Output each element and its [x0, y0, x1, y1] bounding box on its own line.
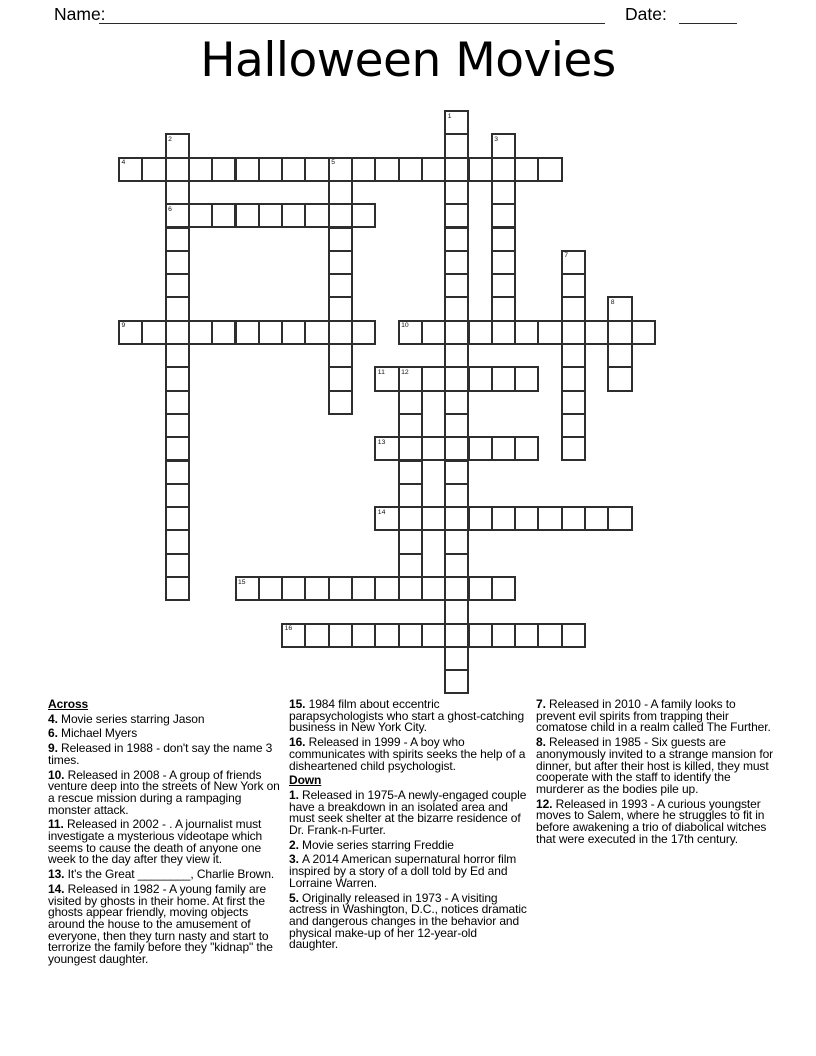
grid-cell-r0-c14[interactable]: [444, 110, 469, 135]
page-title: Halloween Movies: [200, 33, 616, 88]
grid-cell-r9-c7[interactable]: [281, 320, 306, 345]
grid-cell-r22-c7[interactable]: [281, 623, 306, 648]
grid-cell-r8-c16[interactable]: [491, 296, 516, 321]
grid-cell-r5-c14[interactable]: [444, 227, 469, 252]
grid-cell-r2-c8[interactable]: [304, 157, 329, 182]
clue-number: 12.: [536, 796, 556, 811]
grid-cell-r17-c20[interactable]: [584, 506, 609, 531]
grid-cell-r2-c16[interactable]: [491, 157, 516, 182]
grid-cell-r3-c9[interactable]: [328, 180, 353, 205]
clue-item-13: 13. It's the Great ________, Charlie Brown.: [48, 867, 275, 882]
grid-cell-r20-c8[interactable]: [304, 576, 329, 601]
grid-cell-r19-c14[interactable]: [444, 553, 469, 578]
grid-cell-r9-c10[interactable]: [351, 320, 376, 345]
name-label: Name:: [54, 4, 106, 24]
clue-item-7: 7. Released in 2010 - A family looks to prevent evil spirits from trapping their comatose child in a realm called The Further.: [536, 697, 771, 735]
grid-cell-r20-c9[interactable]: [328, 576, 353, 601]
grid-cell-r4-c16[interactable]: [491, 203, 516, 228]
grid-cell-r2-c15[interactable]: [468, 157, 493, 182]
clue-item-4: 4. Movie series starring Jason: [48, 711, 205, 726]
grid-cell-r9-c19[interactable]: [561, 320, 586, 345]
grid-cell-r1-c2[interactable]: [165, 133, 190, 158]
grid-cell-r21-c14[interactable]: [444, 599, 469, 624]
grid-cell-r2-c9[interactable]: [328, 157, 353, 182]
grid-cell-r3-c16[interactable]: [491, 180, 516, 205]
clue-item-12: 12. Released in 1993 - A curious youngster moves to Salem, where he struggles to fit in before awakening a trio of diabolical witches that were executed in the 17th century.: [536, 796, 767, 846]
grid-cell-r17-c16[interactable]: [491, 506, 516, 531]
grid-cell-r4-c5[interactable]: [235, 203, 260, 228]
grid-cell-r9-c8[interactable]: [304, 320, 329, 345]
grid-cell-r22-c18[interactable]: [537, 623, 562, 648]
cell-number-2: 2: [168, 135, 172, 143]
grid-cell-r20-c2[interactable]: [165, 576, 190, 601]
clue-number: 9.: [48, 741, 62, 756]
grid-cell-r18-c12[interactable]: [398, 529, 423, 554]
grid-cell-r2-c12[interactable]: [398, 157, 423, 182]
grid-cell-r17-c14[interactable]: [444, 506, 469, 531]
grid-cell-r2-c14[interactable]: [444, 157, 469, 182]
grid-cell-r14-c19[interactable]: [561, 436, 586, 461]
grid-cell-r7-c2[interactable]: [165, 273, 190, 298]
grid-cell-r16-c12[interactable]: [398, 483, 423, 508]
grid-cell-r2-c1[interactable]: [141, 157, 166, 182]
clue-item-10: 10. Released in 2008 - A group of friends venture deep into the streets of New York on a rescue mission during a rampaging monster attack.: [48, 767, 280, 817]
grid-cell-r7-c16[interactable]: [491, 273, 516, 298]
grid-cell-r17-c18[interactable]: [537, 506, 562, 531]
grid-cell-r4-c3[interactable]: [188, 203, 213, 228]
clue-header-down: Down: [289, 773, 322, 788]
grid-cell-r11-c14[interactable]: [444, 366, 469, 391]
cell-number-6: 6: [168, 205, 172, 213]
grid-cell-r13-c14[interactable]: [444, 413, 469, 438]
grid-cell-r10-c9[interactable]: [328, 343, 353, 368]
clue-item-15: 15. 1984 film about eccentric parapsychologists who start a ghost-catching business in New York City.: [289, 697, 525, 735]
cell-number-9: 9: [121, 322, 126, 330]
clue-number: 13.: [48, 867, 68, 882]
cell-number-1: 1: [447, 112, 452, 120]
grid-cell-r9-c16[interactable]: [491, 320, 516, 345]
grid-cell-r20-c13[interactable]: [421, 576, 446, 601]
grid-cell-r20-c10[interactable]: [351, 576, 376, 601]
clue-item-8: 8. Released in 1985 - Six guests are anonymously invited to a strange mansion for dinner, but after their host is killed, they must cooperate with the staff to identify the murderer as the bodies pile up.: [536, 735, 774, 796]
grid-cell-r9-c0[interactable]: [118, 320, 143, 345]
grid-cell-r1-c14[interactable]: [444, 133, 469, 158]
grid-cell-r15-c14[interactable]: [444, 460, 469, 485]
grid-cell-r13-c2[interactable]: [165, 413, 190, 438]
grid-cell-r7-c19[interactable]: [561, 273, 586, 298]
grid-cell-r14-c13[interactable]: [421, 436, 446, 461]
grid-cell-r9-c12[interactable]: [398, 320, 423, 345]
grid-cell-r17-c17[interactable]: [514, 506, 539, 531]
clue-item-16: 16. Released in 1999 - A boy who communicates with spirits seeks the help of a disheartened child psychologist.: [289, 735, 526, 773]
grid-cell-r10-c21[interactable]: [607, 343, 632, 368]
grid-cell-r20-c15[interactable]: [468, 576, 493, 601]
grid-cell-r2-c11[interactable]: [374, 157, 399, 182]
grid-cell-r24-c14[interactable]: [444, 669, 469, 694]
grid-cell-r11-c21[interactable]: [607, 366, 632, 391]
clue-number: 11.: [48, 817, 67, 832]
grid-cell-r9-c9[interactable]: [328, 320, 353, 345]
grid-cell-r15-c2[interactable]: [165, 460, 190, 485]
grid-cell-r6-c9[interactable]: [328, 250, 353, 275]
clue-number: 14.: [48, 881, 68, 896]
grid-cell-r13-c19[interactable]: [561, 413, 586, 438]
grid-cell-r10-c19[interactable]: [561, 343, 586, 368]
grid-cell-r9-c18[interactable]: [537, 320, 562, 345]
grid-cell-r8-c2[interactable]: [165, 296, 190, 321]
grid-cell-r2-c5[interactable]: [235, 157, 260, 182]
grid-cell-r12-c2[interactable]: [165, 390, 190, 415]
grid-cell-r12-c9[interactable]: [328, 390, 353, 415]
grid-cell-r14-c11[interactable]: [374, 436, 399, 461]
grid-cell-r4-c8[interactable]: [304, 203, 329, 228]
clue-number: 8.: [536, 735, 550, 750]
grid-cell-r14-c14[interactable]: [444, 436, 469, 461]
grid-cell-r12-c12[interactable]: [398, 390, 423, 415]
cell-number-13: 13: [377, 438, 386, 446]
grid-cell-r6-c16[interactable]: [491, 250, 516, 275]
grid-cell-r22-c10[interactable]: [351, 623, 376, 648]
grid-cell-r17-c13[interactable]: [421, 506, 446, 531]
grid-cell-r19-c12[interactable]: [398, 553, 423, 578]
grid-cell-r5-c9[interactable]: [328, 227, 353, 252]
grid-cell-r8-c14[interactable]: [444, 296, 469, 321]
grid-cell-r16-c2[interactable]: [165, 483, 190, 508]
grid-cell-r22-c13[interactable]: [421, 623, 446, 648]
grid-cell-r17-c21[interactable]: [607, 506, 632, 531]
grid-cell-r13-c12[interactable]: [398, 413, 423, 438]
grid-cell-r20-c11[interactable]: [374, 576, 399, 601]
grid-cell-r22-c8[interactable]: [304, 623, 329, 648]
grid-cell-r17-c12[interactable]: [398, 506, 423, 531]
grid-cell-r7-c9[interactable]: [328, 273, 353, 298]
grid-cell-r20-c7[interactable]: [281, 576, 306, 601]
clue-number: 7.: [536, 697, 550, 711]
grid-cell-r2-c2[interactable]: [165, 157, 190, 182]
grid-cell-r10-c2[interactable]: [165, 343, 190, 368]
grid-cell-r8-c9[interactable]: [328, 296, 353, 321]
grid-cell-r4-c7[interactable]: [281, 203, 306, 228]
grid-cell-r20-c16[interactable]: [491, 576, 516, 601]
grid-cell-r4-c10[interactable]: [351, 203, 376, 228]
clue-item-9: 9. Released in 1988 - don't say the name 3 times.: [48, 741, 273, 767]
grid-cell-r9-c21[interactable]: [607, 320, 632, 345]
grid-cell-r2-c3[interactable]: [188, 157, 213, 182]
grid-cell-r12-c14[interactable]: [444, 390, 469, 415]
grid-cell-r9-c17[interactable]: [514, 320, 539, 345]
grid-cell-r22-c14[interactable]: [444, 623, 469, 648]
clue-number: 3.: [289, 852, 303, 867]
grid-cell-r3-c2[interactable]: [165, 180, 190, 205]
grid-cell-r4-c6[interactable]: [258, 203, 283, 228]
grid-cell-r4-c4[interactable]: [211, 203, 236, 228]
grid-cell-r11-c15[interactable]: [468, 366, 493, 391]
grid-cell-r8-c19[interactable]: [561, 296, 586, 321]
grid-cell-r11-c12[interactable]: [398, 366, 423, 391]
grid-cell-r14-c12[interactable]: [398, 436, 423, 461]
grid-cell-r17-c2[interactable]: [165, 506, 190, 531]
grid-cell-r2-c17[interactable]: [514, 157, 539, 182]
cell-number-5: 5: [331, 159, 335, 167]
grid-cell-r14-c17[interactable]: [514, 436, 539, 461]
date-label: Date:: [625, 4, 667, 24]
grid-cell-r22-c19[interactable]: [561, 623, 586, 648]
grid-cell-r2-c4[interactable]: [211, 157, 236, 182]
grid-cell-r2-c7[interactable]: [281, 157, 306, 182]
grid-cell-r4-c2[interactable]: [165, 203, 190, 228]
clue-number: 16.: [289, 735, 309, 750]
grid-cell-r22-c9[interactable]: [328, 623, 353, 648]
grid-cell-r11-c16[interactable]: [491, 366, 516, 391]
grid-cell-r9-c13[interactable]: [421, 320, 446, 345]
cell-number-4: 4: [121, 159, 126, 167]
clue-column-2: [289, 699, 527, 954]
grid-cell-r17-c11[interactable]: [374, 506, 399, 531]
grid-cell-r9-c2[interactable]: [165, 320, 190, 345]
grid-cell-r1-c16[interactable]: [491, 133, 516, 158]
grid-cell-r14-c2[interactable]: [165, 436, 190, 461]
clue-header-across: Across: [48, 697, 89, 711]
clue-number: 5.: [289, 890, 303, 905]
grid-cell-r22-c17[interactable]: [514, 623, 539, 648]
grid-cell-r20-c6[interactable]: [258, 576, 283, 601]
grid-cell-r19-c2[interactable]: [165, 553, 190, 578]
grid-cell-r12-c19[interactable]: [561, 390, 586, 415]
grid-cell-r5-c16[interactable]: [491, 227, 516, 252]
grid-cell-r16-c14[interactable]: [444, 483, 469, 508]
grid-cell-r2-c0[interactable]: [118, 157, 143, 182]
grid-cell-r18-c14[interactable]: [444, 529, 469, 554]
clue-number: 15.: [289, 697, 309, 711]
grid-cell-r9-c3[interactable]: [188, 320, 213, 345]
cell-number-3: 3: [494, 135, 499, 143]
clue-number: 6.: [48, 726, 62, 741]
grid-cell-r9-c6[interactable]: [258, 320, 283, 345]
clue-item-5: 5. Originally released in 1973 - A visiting actress in Washington, D.C., notices dramatic and dangerous changes in the behavior and physical make-up of her 12-year-old daughter.: [289, 890, 527, 952]
grid-cell-r20-c14[interactable]: [444, 576, 469, 601]
grid-cell-r22-c15[interactable]: [468, 623, 493, 648]
clue-column-1: [48, 699, 286, 969]
grid-cell-r2-c18[interactable]: [537, 157, 562, 182]
grid-cell-r2-c6[interactable]: [258, 157, 283, 182]
grid-cell-r11-c11[interactable]: [374, 366, 399, 391]
clue-item-14: 14. Released in 1982 - A young family are visited by ghosts in their home. At first the ghosts appear friendly, moving objects around the house to the amusement of everyone, then they turn nasty and start to terrorize the family before they "kidnap" the youngest daughter.: [48, 881, 273, 967]
grid-cell-r20-c12[interactable]: [398, 576, 423, 601]
grid-cell-r9-c20[interactable]: [584, 320, 609, 345]
clue-number: 4.: [48, 711, 62, 726]
grid-cell-r11-c19[interactable]: [561, 366, 586, 391]
grid-cell-r9-c5[interactable]: [235, 320, 260, 345]
grid-cell-r20-c5[interactable]: [235, 576, 260, 601]
grid-cell-r18-c2[interactable]: [165, 529, 190, 554]
clue-item-6: 6. Michael Myers: [48, 726, 138, 741]
cell-number-15: 15: [238, 578, 246, 586]
grid-cell-r9-c22[interactable]: [631, 320, 656, 345]
grid-cell-r9-c14[interactable]: [444, 320, 469, 345]
grid-cell-r11-c9[interactable]: [328, 366, 353, 391]
cell-number-11: 11: [377, 368, 385, 376]
grid-cell-r6-c19[interactable]: [561, 250, 586, 275]
clue-item-2: 2. Movie series starring Freddie: [289, 837, 454, 852]
grid-cell-r9-c15[interactable]: [468, 320, 493, 345]
cell-number-12: 12: [401, 368, 409, 376]
grid-cell-r3-c14[interactable]: [444, 180, 469, 205]
cell-number-16: 16: [284, 625, 293, 633]
grid-cell-r15-c12[interactable]: [398, 460, 423, 485]
clue-number: 2.: [289, 837, 303, 852]
clue-number: 10.: [48, 767, 68, 782]
grid-cell-r9-c4[interactable]: [211, 320, 236, 345]
grid-cell-r11-c17[interactable]: [514, 366, 539, 391]
grid-cell-r22-c12[interactable]: [398, 623, 423, 648]
grid-cell-r4-c14[interactable]: [444, 203, 469, 228]
cell-number-14: 14: [377, 508, 386, 516]
grid-cell-r14-c16[interactable]: [491, 436, 516, 461]
clue-column-3: [536, 699, 776, 848]
grid-cell-r2-c10[interactable]: [351, 157, 376, 182]
grid-cell-r22-c11[interactable]: [374, 623, 399, 648]
grid-cell-r11-c13[interactable]: [421, 366, 446, 391]
grid-cell-r2-c13[interactable]: [421, 157, 446, 182]
grid-cell-r4-c9[interactable]: [328, 203, 353, 228]
grid-cell-r22-c16[interactable]: [491, 623, 516, 648]
grid-cell-r23-c14[interactable]: [444, 646, 469, 671]
grid-cell-r11-c2[interactable]: [165, 366, 190, 391]
grid-cell-r5-c2[interactable]: [165, 227, 190, 252]
clue-item-11: 11. Released in 2002 - . A journalist must investigate a mysterious videotape which seems to cause the death of anyone one week to the day after they view it.: [48, 817, 263, 867]
grid-cell-r17-c15[interactable]: [468, 506, 493, 531]
cell-number-7: 7: [564, 252, 568, 260]
cell-number-10: 10: [401, 322, 409, 330]
clue-item-3: 3. A 2014 American supernatural horror film inspired by a story of a doll told by Ed and Lorraine Warren.: [289, 852, 517, 890]
cell-number-8: 8: [610, 298, 615, 306]
grid-cell-r6-c14[interactable]: [444, 250, 469, 275]
grid-cell-r9-c1[interactable]: [141, 320, 166, 345]
grid-cell-r8-c21[interactable]: [607, 296, 632, 321]
clue-item-1: 1. Released in 1975-A newly-engaged couple have a breakdown in an isolated area and must seek shelter at the bizarre residence of Dr. Frank-n-Furter.: [289, 787, 527, 838]
clue-number: 1.: [289, 787, 303, 802]
grid-cell-r10-c14[interactable]: [444, 343, 469, 368]
grid-cell-r17-c19[interactable]: [561, 506, 586, 531]
date-blank-line[interactable]: [679, 23, 737, 24]
grid-cell-r7-c14[interactable]: [444, 273, 469, 298]
grid-cell-r14-c15[interactable]: [468, 436, 493, 461]
name-blank-line[interactable]: [99, 23, 605, 24]
grid-cell-r6-c2[interactable]: [165, 250, 190, 275]
